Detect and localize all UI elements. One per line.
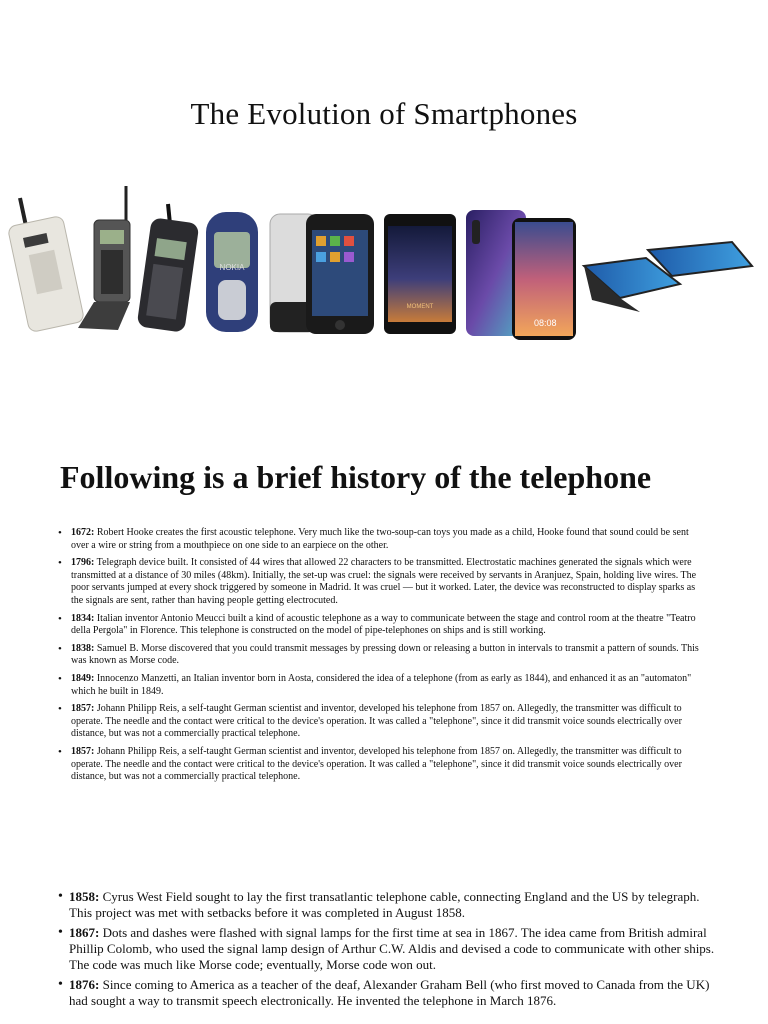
list-item — [58, 643, 708, 668]
list-item-year: 1672: — [71, 527, 95, 538]
huawei-front-icon — [512, 218, 576, 340]
history-list-large — [58, 889, 723, 1013]
list-item-year: 1838: — [71, 642, 95, 654]
list-item-year: 1876: — [69, 977, 100, 992]
list-item — [58, 703, 708, 741]
list-item — [58, 977, 723, 1009]
list-item-text: Telegraph device built. It consisted of 44 wires that allowed 22 characters to be transmitted. Electrostatic machines generated the signals which were transmitted at a distance of 30 miles (48km). Initially, the set-up was cruel: the signals were received by servants in Aranjuez, Spain, holding live wires. The poor servants jumped at every shock triggered by someone in Madrid. It was cruel — but it worked. Later, the device was reconstructed to display sparks as the signals are sent, rather than having people getting electrocuted. — [71, 557, 697, 606]
list-item-text: Dots and dashes were flashed with signal lamps for the first time at sea in 1867. The idea came from British admiral Phillip Colomb, who used the signal lamp design of Arthur C.W. Aldis and devised a code to communicate with other ships. The code was much like Morse code; eventually, Morse code won out. — [69, 925, 715, 972]
list-item — [58, 613, 708, 638]
list-item-text: Since coming to America as a teacher of the deaf, Alexander Graham Bell (who first moved to Canada from the UK) had sought a way to transmit speech electronically. He invented the telephone in March 1876. — [69, 977, 710, 1008]
brick-phone-icon — [7, 198, 84, 333]
list-item — [58, 557, 708, 607]
nokia-phone-icon — [206, 212, 258, 332]
list-item-text: Johann Philipp Reis, a self-taught German scientist and inventor, developed his telephone from 1857 on. Allegedly, the transmitter was difficult to operate. The needle and the contact were critical to the device's operation. It was called a "telephone", since it did transmit voice sounds electrically over distance, but was not a commercially practical telephone. — [71, 703, 682, 740]
section-heading: Following is a brief history of the telephone — [60, 459, 652, 495]
history-list-small — [58, 527, 708, 789]
iphone-front-icon — [306, 214, 374, 334]
list-item — [58, 746, 708, 784]
list-item-text: Robert Hooke creates the first acoustic telephone. Very much like the two-soup-can toys you made as a child, Hooke found that sound could be sent over a wire or string from a mouthpiece on one side to an earpiece on the other. — [71, 527, 689, 551]
phone-evolution-image — [0, 180, 768, 345]
list-item-year: 1867: — [69, 925, 100, 940]
samsung-note-icon — [384, 214, 456, 334]
clock-text: 08:08 — [534, 318, 557, 328]
list-item — [58, 889, 723, 921]
list-item-text: Innocenzo Manzetti, an Italian inventor born in Aosta, considered the idea of a telephone (from as early as 1844), and enhanced it as an "automaton" which he built in 1849. — [71, 672, 692, 697]
list-item — [58, 527, 708, 552]
list-item-year: 1796: — [71, 557, 95, 569]
list-item-year: 1857: — [71, 703, 95, 715]
list-item-text: Cyrus West Field sought to lay the first transatlantic telephone cable, connecting England and the US by telegraph. This project was met with setbacks before it was completed in August 1858. — [69, 889, 700, 920]
moment-text: MOMENT — [406, 304, 434, 310]
list-item-text: Italian inventor Antonio Meucci built a kind of acoustic telephone as a way to communicate between the stage and control room at the theatre "Teatro della Pergola" in Florence. This telephone is constructed on the model of pipe-telephones on ships and is still working. — [71, 612, 696, 637]
list-item-year: 1849: — [71, 672, 95, 684]
list-item-year: 1857: — [71, 745, 95, 757]
candybar-phone-icon — [137, 204, 200, 333]
flip-phone-icon — [78, 186, 130, 330]
list-item — [58, 673, 708, 698]
list-item-text: Johann Philipp Reis, a self-taught German scientist and inventor, developed his telephone from 1857 on. Allegedly, the transmitter was difficult to operate. The needle and the contact were critical to the device's operation. It was called a "telephone", since it did transmit voice sounds electrically over distance, but was not a commercially practical telephone. — [71, 745, 682, 783]
nokia-brand-text: NOKIA — [219, 263, 245, 272]
list-item-year: 1858: — [69, 889, 100, 904]
list-item-text: Samuel B. Morse discovered that you could transmit messages by pressing down or releasing a button in intervals to transmit a pattern of sounds. This was known as Morse code. — [71, 642, 699, 667]
list-item — [58, 925, 723, 973]
document-title: The Evolution of Smartphones — [190, 96, 578, 131]
list-item-year: 1834: — [71, 612, 95, 624]
foldable-phone-icon — [584, 242, 752, 312]
